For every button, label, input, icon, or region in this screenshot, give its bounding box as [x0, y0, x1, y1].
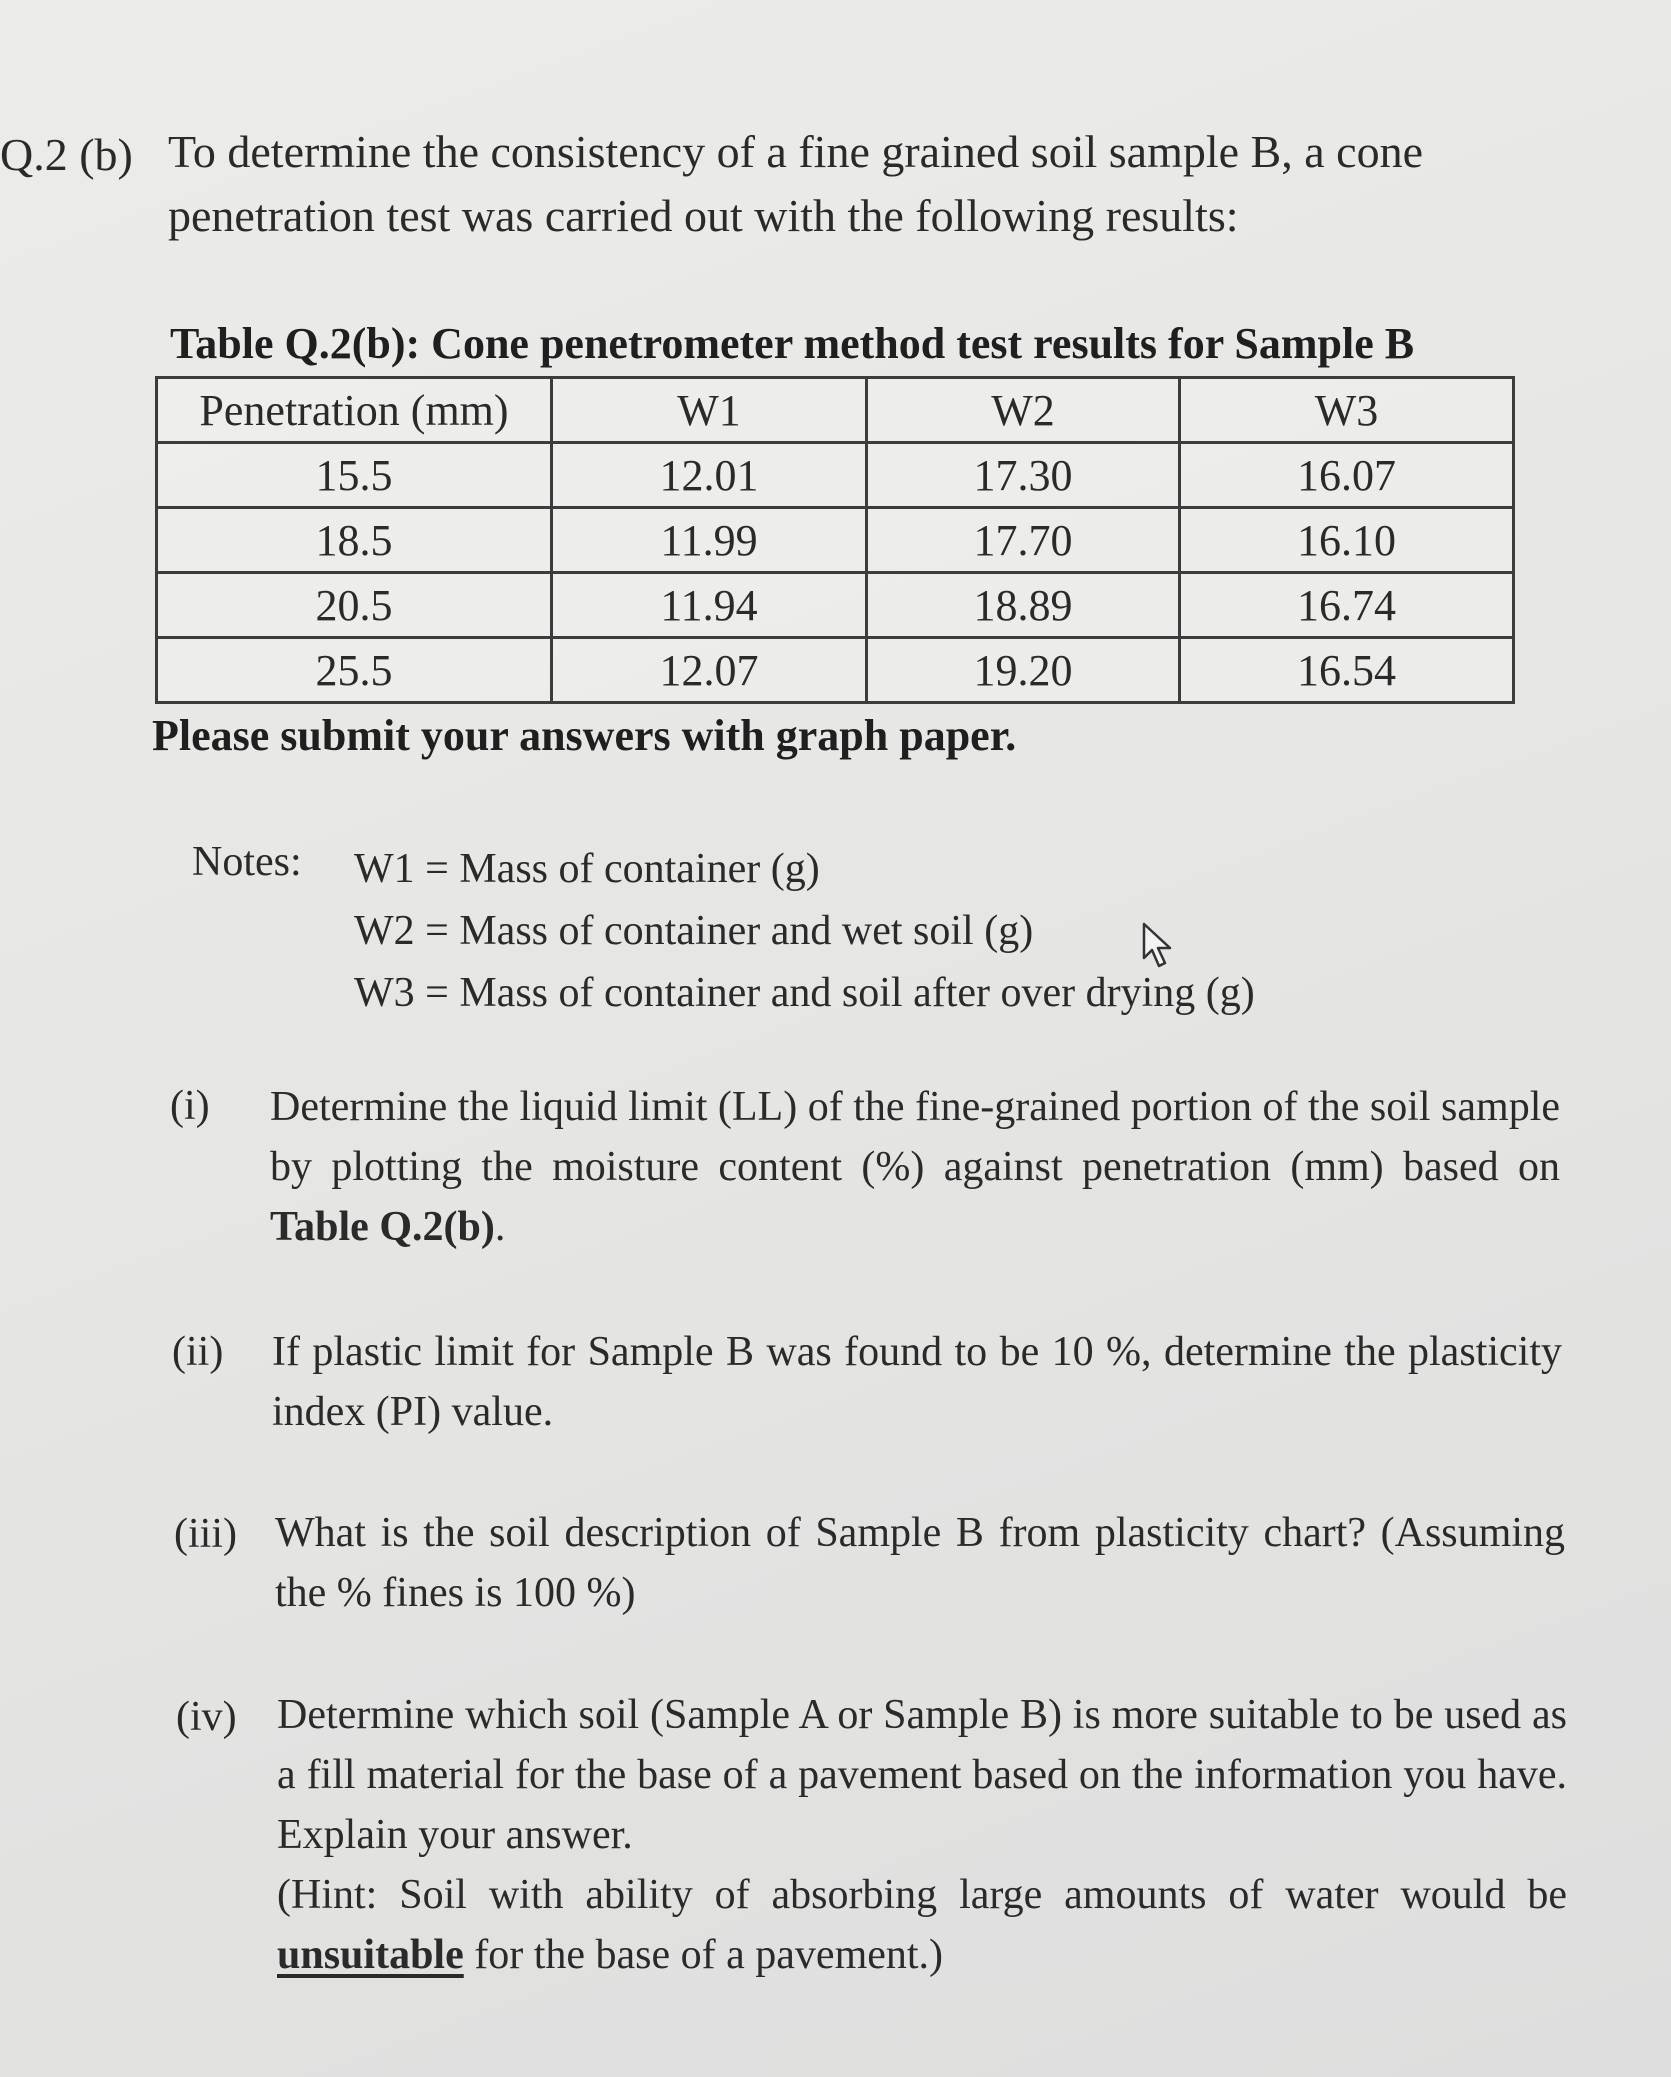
- cell-w2: 17.30: [867, 443, 1180, 508]
- part-iii-text: What is the soil description of Sample B from plasticity chart? (Assuming the % fines is 100 %): [275, 1510, 1565, 1616]
- cell-w2: 18.89: [867, 573, 1180, 638]
- cell-w2: 17.70: [867, 508, 1180, 573]
- cell-w1: 12.01: [552, 443, 867, 508]
- cell-w3: 16.74: [1180, 573, 1514, 638]
- cell-w3: 16.10: [1180, 508, 1514, 573]
- header-w3: W3: [1180, 378, 1514, 443]
- cell-penetration: 18.5: [157, 508, 552, 573]
- table-row: [157, 508, 1514, 573]
- part-ii-text: If plastic limit for Sample B was found to be 10 %, determine the plasticity index (PI) value.: [272, 1329, 1562, 1435]
- table-caption: Table Q.2(b): Cone penetrometer method test results for Sample B: [170, 319, 1415, 368]
- cell-w3: 16.07: [1180, 443, 1514, 508]
- part-iv-hint: [277, 1865, 1567, 1985]
- table-row: [157, 443, 1514, 508]
- part-iv-hint-emphasis: unsuitable: [277, 1932, 464, 1978]
- part-i-text-main: Determine the liquid limit (LL) of the fine-grained portion of the soil sample by plotting the moisture content (%) against penetration (mm) based on: [270, 1084, 1560, 1190]
- question-number: Q.2 (b): [0, 129, 133, 180]
- part-iv-label: (iv): [176, 1694, 237, 1740]
- table-row: [157, 638, 1514, 703]
- part-iv-text: Determine which soil (Sample A or Sample B) is more suitable to be used as a fill material for the base of a pavement based on the information you have. Explain your answer.: [277, 1692, 1567, 1858]
- cell-w1: 11.99: [552, 508, 867, 573]
- cell-penetration: 20.5: [157, 573, 552, 638]
- part-iv-hint-end: for the base of a pavement.): [463, 1932, 944, 1978]
- part-ii-label: (ii): [172, 1329, 224, 1375]
- mouse-pointer-icon: [1140, 922, 1182, 974]
- cell-w3: 16.54: [1180, 638, 1514, 703]
- notes-list: [354, 838, 1255, 1024]
- part-i-label: (i): [170, 1083, 210, 1129]
- header-w2: W2: [867, 378, 1180, 443]
- part-iv-hint-main: (Hint: Soil with ability of absorbing large amounts of water would be: [277, 1872, 1567, 1918]
- cell-w1: 11.94: [552, 573, 867, 638]
- results-table: [155, 376, 1515, 704]
- header-penetration: Penetration (mm): [157, 378, 552, 443]
- submit-note: Please submit your answers with graph paper.: [152, 711, 1017, 760]
- table-header-row: [157, 378, 1514, 443]
- note-w3: W3 = Mass of container and soil after over drying (g): [354, 970, 1255, 1016]
- cell-penetration: 15.5: [157, 443, 552, 508]
- cell-w1: 12.07: [552, 638, 867, 703]
- part-iii-label: (iii): [174, 1511, 237, 1557]
- header-w1: W1: [552, 378, 867, 443]
- note-w1: W1 = Mass of container (g): [354, 846, 820, 892]
- cell-w2: 19.20: [867, 638, 1180, 703]
- cell-penetration: 25.5: [157, 638, 552, 703]
- table-row: [157, 573, 1514, 638]
- part-i-period: .: [494, 1204, 506, 1250]
- notes-label: Notes:: [192, 839, 302, 885]
- part-i-table-ref: Table Q.2(b): [270, 1204, 495, 1250]
- note-w2: W2 = Mass of container and wet soil (g): [354, 908, 1034, 954]
- question-intro: To determine the consistency of a fine grained soil sample B, a cone penetration test was carried out with the following results:: [168, 126, 1423, 241]
- part-i-text: [270, 1077, 1560, 1257]
